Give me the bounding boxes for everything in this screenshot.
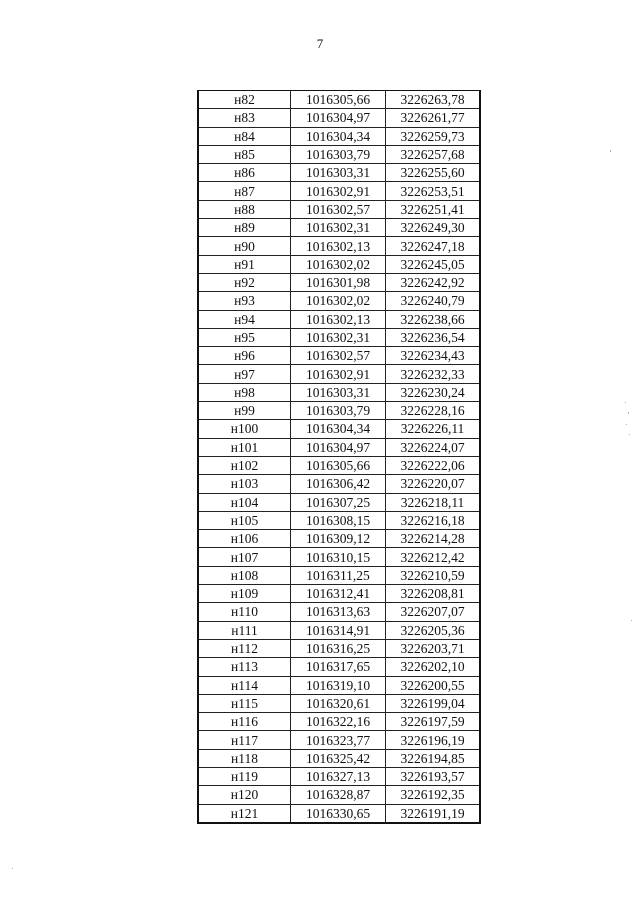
scan-speck [631,620,632,621]
table-row [198,694,480,712]
table-row [198,786,480,804]
point-id-cell: н92 [198,273,291,291]
point-id-cell: н95 [198,328,291,346]
x-coordinate-cell: 1016301,98 [291,273,386,291]
point-id-cell: н90 [198,237,291,255]
table-row [198,328,480,346]
scan-speck [626,424,627,425]
x-coordinate-cell: 1016305,66 [291,91,386,109]
table-row [198,255,480,273]
table-row [198,804,480,823]
x-coordinate-cell: 1016302,13 [291,310,386,328]
point-id-cell: н99 [198,402,291,420]
x-coordinate-cell: 1016302,91 [291,182,386,200]
point-id-cell: н93 [198,292,291,310]
point-id-cell: н121 [198,804,291,823]
table-row [198,292,480,310]
x-coordinate-cell: 1016330,65 [291,804,386,823]
table-row [198,237,480,255]
x-coordinate-cell: 1016328,87 [291,786,386,804]
point-id-cell: н98 [198,383,291,401]
y-coordinate-cell: 3226220,07 [386,475,481,493]
x-coordinate-cell: 1016313,63 [291,603,386,621]
point-id-cell: н118 [198,749,291,767]
table-row [198,548,480,566]
point-id-cell: н84 [198,127,291,145]
point-id-cell: н87 [198,182,291,200]
x-coordinate-cell: 1016317,65 [291,658,386,676]
table-row [198,109,480,127]
x-coordinate-cell: 1016319,10 [291,676,386,694]
x-coordinate-cell: 1016303,31 [291,164,386,182]
x-coordinate-cell: 1016311,25 [291,566,386,584]
table-row [198,273,480,291]
table-row [198,530,480,548]
y-coordinate-cell: 3226253,51 [386,182,481,200]
y-coordinate-cell: 3226210,59 [386,566,481,584]
point-id-cell: н96 [198,347,291,365]
point-id-cell: н113 [198,658,291,676]
table-row [198,511,480,529]
x-coordinate-cell: 1016307,25 [291,493,386,511]
y-coordinate-cell: 3226212,42 [386,548,481,566]
x-coordinate-cell: 1016304,34 [291,127,386,145]
point-id-cell: н112 [198,639,291,657]
point-id-cell: н103 [198,475,291,493]
x-coordinate-cell: 1016302,02 [291,255,386,273]
table-row [198,731,480,749]
x-coordinate-cell: 1016316,25 [291,639,386,657]
y-coordinate-cell: 3226238,66 [386,310,481,328]
point-id-cell: н101 [198,438,291,456]
point-id-cell: н114 [198,676,291,694]
table-row [198,365,480,383]
point-id-cell: н100 [198,420,291,438]
x-coordinate-cell: 1016322,16 [291,713,386,731]
y-coordinate-cell: 3226192,35 [386,786,481,804]
scan-speck [610,150,611,152]
x-coordinate-cell: 1016302,02 [291,292,386,310]
point-id-cell: н107 [198,548,291,566]
y-coordinate-cell: 3226214,28 [386,530,481,548]
point-id-cell: н105 [198,511,291,529]
y-coordinate-cell: 3226240,79 [386,292,481,310]
x-coordinate-cell: 1016302,31 [291,328,386,346]
x-coordinate-cell: 1016303,79 [291,145,386,163]
table-row [198,438,480,456]
x-coordinate-cell: 1016309,12 [291,530,386,548]
x-coordinate-cell: 1016302,31 [291,219,386,237]
table-row [198,639,480,657]
scan-speck [625,402,626,403]
table-row [198,603,480,621]
point-id-cell: н117 [198,731,291,749]
table-row [198,767,480,785]
table-row [198,164,480,182]
y-coordinate-cell: 3226194,85 [386,749,481,767]
x-coordinate-cell: 1016327,13 [291,767,386,785]
y-coordinate-cell: 3226193,57 [386,767,481,785]
y-coordinate-cell: 3226263,78 [386,91,481,109]
table-row [198,566,480,584]
point-id-cell: н89 [198,219,291,237]
point-id-cell: н109 [198,585,291,603]
y-coordinate-cell: 3226236,54 [386,328,481,346]
y-coordinate-cell: 3226216,18 [386,511,481,529]
table-row [198,420,480,438]
table-row [198,475,480,493]
point-id-cell: н97 [198,365,291,383]
point-id-cell: н86 [198,164,291,182]
page-number: 7 [316,36,324,51]
y-coordinate-cell: 3226228,16 [386,402,481,420]
point-id-cell: н82 [198,91,291,109]
y-coordinate-cell: 3226200,55 [386,676,481,694]
point-id-cell: н102 [198,456,291,474]
y-coordinate-cell: 3226191,19 [386,804,481,823]
y-coordinate-cell: 3226230,24 [386,383,481,401]
x-coordinate-cell: 1016305,66 [291,456,386,474]
x-coordinate-cell: 1016304,97 [291,438,386,456]
x-coordinate-cell: 1016314,91 [291,621,386,639]
table-row [198,347,480,365]
x-coordinate-cell: 1016325,42 [291,749,386,767]
y-coordinate-cell: 3226249,30 [386,219,481,237]
point-id-cell: н83 [198,109,291,127]
table-row [198,200,480,218]
y-coordinate-cell: 3226242,92 [386,273,481,291]
table-row [198,493,480,511]
y-coordinate-cell: 3226218,11 [386,493,481,511]
x-coordinate-cell: 1016302,57 [291,347,386,365]
y-coordinate-cell: 3226259,73 [386,127,481,145]
y-coordinate-cell: 3226232,33 [386,365,481,383]
coordinates-table [197,90,481,824]
scan-speck [12,868,13,869]
table-row [198,91,480,109]
point-id-cell: н91 [198,255,291,273]
y-coordinate-cell: 3226226,11 [386,420,481,438]
scan-speck [629,434,630,435]
x-coordinate-cell: 1016303,31 [291,383,386,401]
y-coordinate-cell: 3226197,59 [386,713,481,731]
point-id-cell: н119 [198,767,291,785]
table-row [198,585,480,603]
point-id-cell: н108 [198,566,291,584]
x-coordinate-cell: 1016303,79 [291,402,386,420]
y-coordinate-cell: 3226234,43 [386,347,481,365]
y-coordinate-cell: 3226224,07 [386,438,481,456]
y-coordinate-cell: 3226202,10 [386,658,481,676]
point-id-cell: н115 [198,694,291,712]
table-row [198,402,480,420]
y-coordinate-cell: 3226251,41 [386,200,481,218]
y-coordinate-cell: 3226199,04 [386,694,481,712]
x-coordinate-cell: 1016312,41 [291,585,386,603]
x-coordinate-cell: 1016323,77 [291,731,386,749]
y-coordinate-cell: 3226247,18 [386,237,481,255]
point-id-cell: н120 [198,786,291,804]
table-row [198,713,480,731]
point-id-cell: н88 [198,200,291,218]
x-coordinate-cell: 1016302,13 [291,237,386,255]
x-coordinate-cell: 1016320,61 [291,694,386,712]
y-coordinate-cell: 3226207,07 [386,603,481,621]
x-coordinate-cell: 1016308,15 [291,511,386,529]
y-coordinate-cell: 3226196,19 [386,731,481,749]
table-row [198,145,480,163]
x-coordinate-cell: 1016304,34 [291,420,386,438]
y-coordinate-cell: 3226208,81 [386,585,481,603]
point-id-cell: н94 [198,310,291,328]
x-coordinate-cell: 1016306,42 [291,475,386,493]
table-row [198,456,480,474]
x-coordinate-cell: 1016302,57 [291,200,386,218]
x-coordinate-cell: 1016304,97 [291,109,386,127]
y-coordinate-cell: 3226261,77 [386,109,481,127]
coordinates-table-body [198,91,480,823]
y-coordinate-cell: 3226205,36 [386,621,481,639]
point-id-cell: н110 [198,603,291,621]
table-row [198,383,480,401]
y-coordinate-cell: 3226255,60 [386,164,481,182]
table-row [198,219,480,237]
y-coordinate-cell: 3226257,68 [386,145,481,163]
table-row [198,676,480,694]
table-row [198,749,480,767]
table-row [198,658,480,676]
x-coordinate-cell: 1016310,15 [291,548,386,566]
table-row [198,621,480,639]
x-coordinate-cell: 1016302,91 [291,365,386,383]
point-id-cell: н85 [198,145,291,163]
y-coordinate-cell: 3226222,06 [386,456,481,474]
y-coordinate-cell: 3226245,05 [386,255,481,273]
table-row [198,182,480,200]
point-id-cell: н106 [198,530,291,548]
scan-speck [628,412,629,414]
table-row [198,310,480,328]
point-id-cell: н116 [198,713,291,731]
table-row [198,127,480,145]
y-coordinate-cell: 3226203,71 [386,639,481,657]
point-id-cell: н104 [198,493,291,511]
point-id-cell: н111 [198,621,291,639]
